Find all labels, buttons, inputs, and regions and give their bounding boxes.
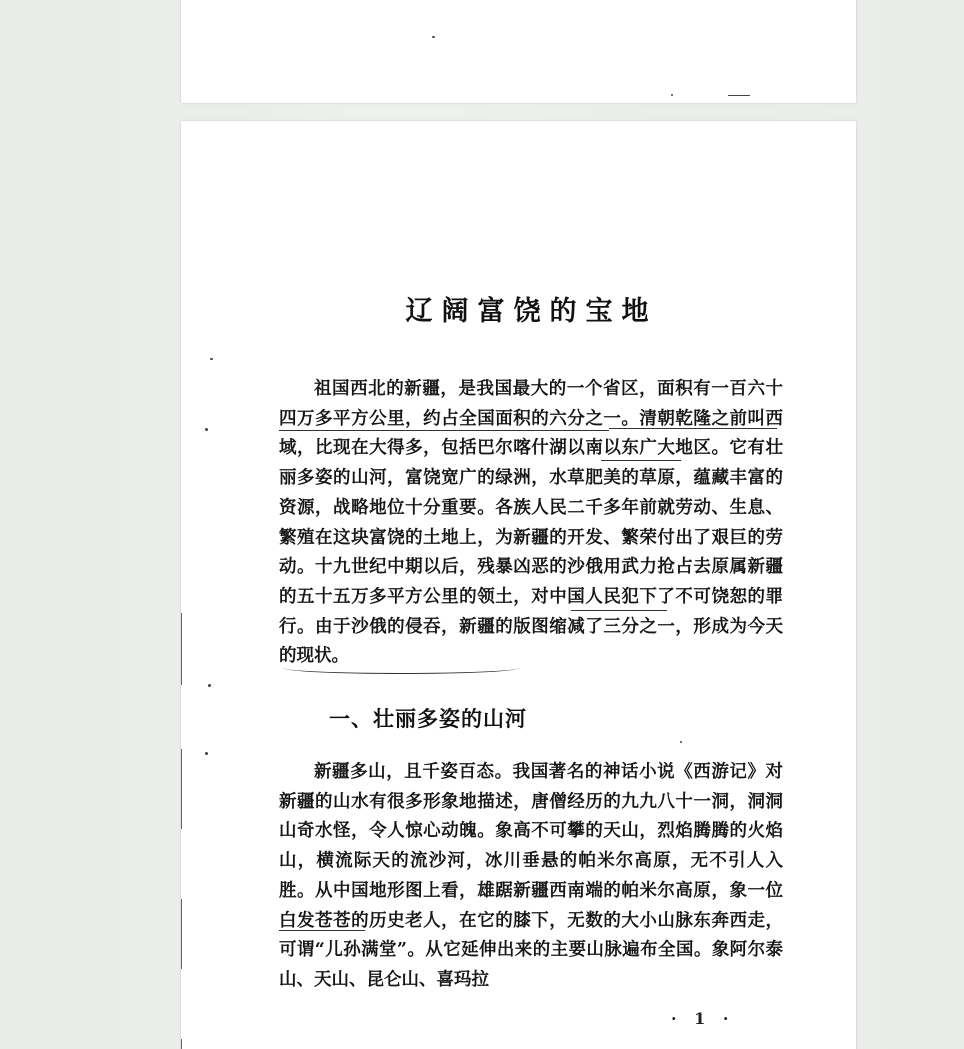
page-number: · 1 · xyxy=(671,1009,735,1028)
pen-underline xyxy=(279,930,365,931)
pen-underline xyxy=(609,428,777,429)
pen-underline xyxy=(571,610,667,611)
scan-speck xyxy=(208,684,211,687)
section-heading: 一、壮丽多姿的山河 xyxy=(329,706,527,731)
pen-underline xyxy=(279,430,609,431)
current-page xyxy=(181,121,856,1049)
intro-paragraph: 祖国西北的新疆，是我国最大的一个省区，面积有一百六十四万多平方公里，约占全国面积的六分之一。清朝乾隆之前叫西域，比现在大得多，包括巴尔喀什湖以南以东广大地区。它有壮丽多姿的山河，富饶宽广的绿洲，水草肥美的草原，蕴藏丰富的资源，战略地位十分重要。各族人民二千多年前就劳动、生息、繁殖在这块富饶的土地上，为新疆的开发、繁荣付出了艰巨的劳动。十九世纪中期以后，残暴凶恶的沙俄用武力抢占去原属新疆的五十五万多平方公里的领土，对中国人民犯下了不可饶恕的罪行。由于沙俄的侵吞，新疆的版图缩减了三分之一，形成为今天的现状。 xyxy=(279,379,783,667)
scan-speck xyxy=(680,741,682,743)
intro-text-block xyxy=(279,375,783,672)
section-text-block xyxy=(279,758,783,996)
scan-speck xyxy=(210,358,213,360)
scan-speck xyxy=(205,752,208,755)
scan-speck xyxy=(671,94,673,96)
scan-speck xyxy=(205,428,208,431)
scan-speck xyxy=(432,36,435,38)
pen-underline xyxy=(601,460,681,461)
scan-margin-mark xyxy=(181,613,182,685)
scan-speck xyxy=(728,95,750,96)
pen-underline xyxy=(283,667,519,674)
previous-page xyxy=(181,0,856,103)
scan-margin-mark xyxy=(181,749,182,829)
document-title: 辽阔富饶的宝地 xyxy=(405,296,658,327)
scan-margin-mark xyxy=(181,1039,182,1049)
scan-margin-mark xyxy=(181,899,182,969)
section-paragraph: 新疆多山，且千姿百态。我国著名的神话小说《西游记》对新疆的山水有很多形象地描述，唐僧经历的九九八十一洞，洞洞山奇水怪，令人惊心动魄。象高不可攀的天山，烈焰腾腾的火焰山，横流际天的流沙河，冰川垂悬的帕米尔高原，无不引人入胜。从中国地形图上看，雄踞新疆西南端的帕米尔高原，象一位白发苍苍的历史老人，在它的膝下，无数的大小山脉东奔西走，可谓“儿孙满堂”。从它延伸出来的主要山脉遍布全国。象阿尔泰山、天山、昆仑山、喜玛拉 xyxy=(279,762,783,990)
